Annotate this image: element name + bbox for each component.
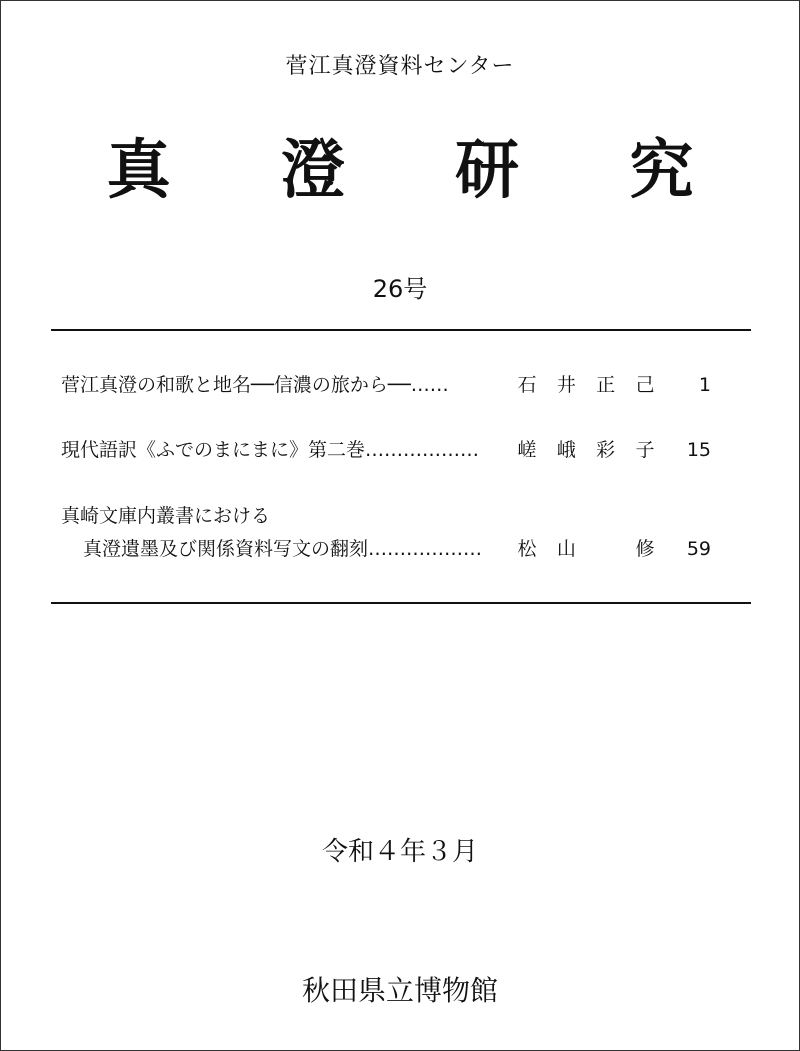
toc-entry (61, 435, 711, 465)
toc-entry-page: 1 (698, 374, 711, 396)
top-divider (51, 329, 751, 331)
toc-entry-page: 15 (686, 439, 711, 461)
author-char: 子 (635, 439, 655, 461)
issue-number: 26号 (372, 275, 428, 303)
organization-name: 菅江真澄資料センター (285, 54, 515, 79)
toc-entry-author (516, 435, 656, 465)
toc-entry (61, 370, 711, 400)
toc-entry-author (516, 370, 656, 400)
author-char: 石 (517, 374, 537, 396)
toc-entry (61, 534, 711, 564)
author-char: 修 (635, 538, 655, 560)
toc-entry-title-line1: 真崎文庫内叢書における (61, 505, 271, 527)
toc-entry-title: 現代語訳《ふでのまにまに》第二巻……………… (61, 435, 481, 465)
author-char: 井 (556, 374, 576, 396)
toc-entry-author (516, 534, 656, 564)
author-char (595, 534, 617, 564)
journal-title: 真 澄 研 究 (106, 133, 738, 208)
toc-entry-page: 59 (686, 538, 711, 560)
author-char: 松 (517, 538, 537, 560)
publisher-name: 秋田県立博物館 (301, 974, 498, 1007)
author-char: 正 (596, 374, 616, 396)
toc-entry-title: 菅江真澄の和歌と地名──信濃の旅から──…… (61, 370, 451, 400)
author-char: 峨 (556, 439, 576, 461)
bottom-divider (51, 602, 751, 604)
author-char: 山 (556, 538, 576, 560)
author-char: 彩 (596, 439, 616, 461)
author-char: 嵯 (517, 439, 537, 461)
toc-entry-title: 真澄遺墨及び関係資料写文の翻刻……………… (83, 534, 484, 564)
publication-date: 令和４年３月 (321, 837, 478, 867)
author-char: 己 (635, 374, 655, 396)
